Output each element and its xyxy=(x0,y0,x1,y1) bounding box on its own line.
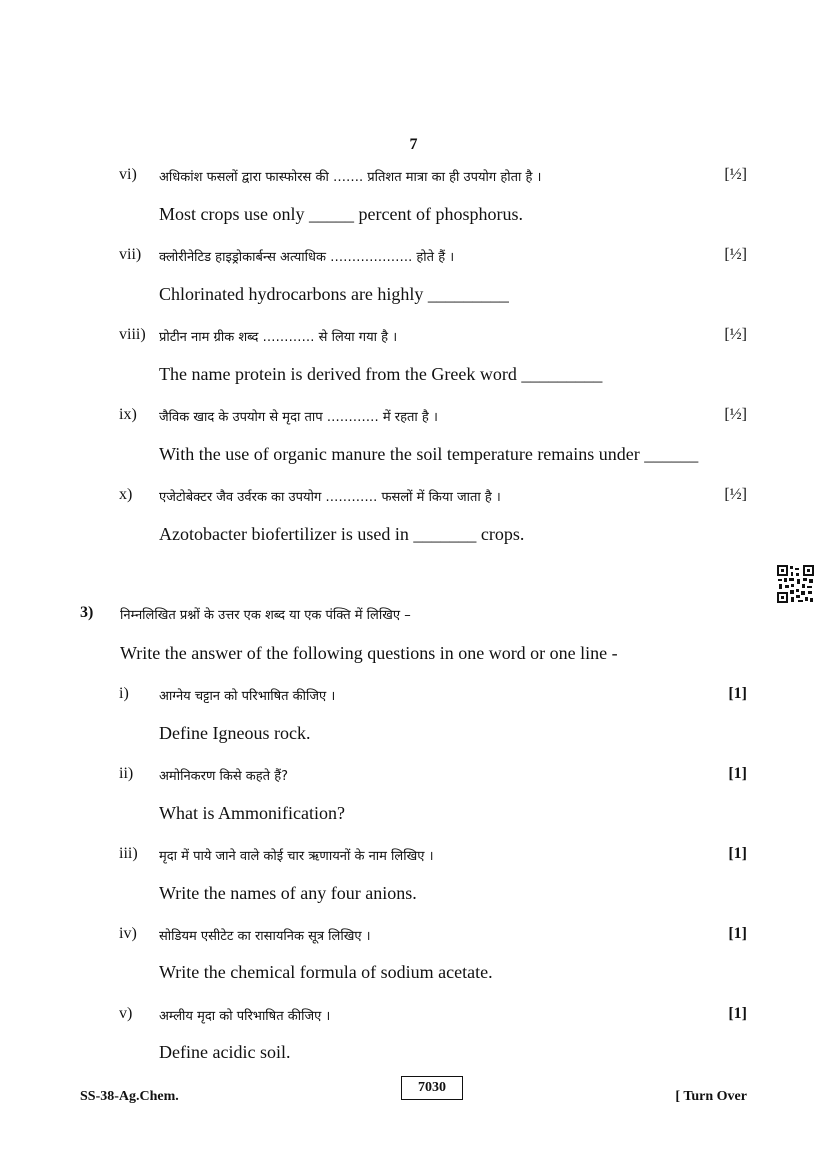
question-hindi: अम्लीय मृदा को परिभाषित कीजिए । xyxy=(159,1009,331,1024)
question-english: Azotobacter biofertilizer is used in _______ crops. xyxy=(159,524,525,544)
item-number: ix) xyxy=(119,406,137,423)
question-hindi: क्लोरीनेटिड हाइड्रोकार्बन्स अत्याधिक ………………. होते हैं । xyxy=(159,250,455,265)
item-number: iv) xyxy=(119,925,137,942)
marks: [1] xyxy=(728,845,747,862)
question-english: With the use of organic manure the soil temperature remains under ______ xyxy=(159,444,699,464)
question-english: Define Igneous rock. xyxy=(159,723,311,743)
item-number: vii) xyxy=(119,246,142,263)
marks: [½] xyxy=(724,406,747,423)
question-english: Chlorinated hydrocarbons are highly _________ xyxy=(159,284,509,304)
marks: [½] xyxy=(724,246,747,263)
marks: [½] xyxy=(724,326,747,343)
item-number: v) xyxy=(119,1005,133,1022)
question-english: Write the chemical formula of sodium acetate. xyxy=(159,962,493,982)
item-number: vi) xyxy=(119,166,137,183)
question-english: Write the names of any four anions. xyxy=(159,883,417,903)
question-hindi: सोडियम एसीटेट का रासायनिक सूत्र लिखिए । xyxy=(159,929,371,944)
marks: [1] xyxy=(728,925,747,942)
turn-over-label: [ Turn Over xyxy=(675,1089,747,1104)
question-english: Most crops use only _____ percent of phosphorus. xyxy=(159,204,523,224)
question-3-hindi: निम्नलिखित प्रश्नों के उत्तर एक शब्द या एक पंक्ति में लिखिए – xyxy=(120,608,411,623)
marks: [½] xyxy=(724,486,747,503)
question-hindi: जैविक खाद के उपयोग से मृदा ताप ………… में रहता है । xyxy=(159,410,438,425)
question-english: What is Ammonification? xyxy=(159,803,345,823)
question-hindi: प्रोटीन नाम ग्रीक शब्द ………… से लिया गया है । xyxy=(159,330,398,345)
question-hindi: एजेटोबेक्टर जैव उर्वरक का उपयोग ………… फसलों में किया जाता है । xyxy=(159,490,501,505)
marks: [1] xyxy=(728,765,747,782)
question-hindi: अमोनिकरण किसे कहते हैं? xyxy=(159,769,288,784)
paper-number-box: 7030 xyxy=(401,1076,463,1100)
question-hindi: आग्नेय चट्टान को परिभाषित कीजिए । xyxy=(159,689,336,704)
marks: [1] xyxy=(728,1005,747,1022)
page-number: 7 xyxy=(409,136,418,153)
question-hindi: अधिकांश फसलों द्वारा फास्फोरस की ……. प्रतिशत मात्रा का ही उपयोग होता है । xyxy=(159,170,542,185)
paper-code: SS-38-Ag.Chem. xyxy=(80,1089,179,1104)
item-number: iii) xyxy=(119,845,138,862)
question-hindi: मृदा में पाये जाने वाले कोई चार ऋणायनों के नाम लिखिए । xyxy=(159,849,434,864)
marks: [1] xyxy=(728,685,747,702)
question-english: The name protein is derived from the Greek word _________ xyxy=(159,364,603,384)
item-number: ii) xyxy=(119,765,134,782)
item-number: viii) xyxy=(119,326,146,343)
qr-code-icon xyxy=(776,564,815,604)
question-english: Define acidic soil. xyxy=(159,1042,291,1062)
item-number: x) xyxy=(119,486,133,503)
item-number: i) xyxy=(119,685,129,702)
marks: [½] xyxy=(724,166,747,183)
question-3-english: Write the answer of the following questions in one word or one line - xyxy=(120,643,618,663)
question-number: 3) xyxy=(80,604,94,621)
